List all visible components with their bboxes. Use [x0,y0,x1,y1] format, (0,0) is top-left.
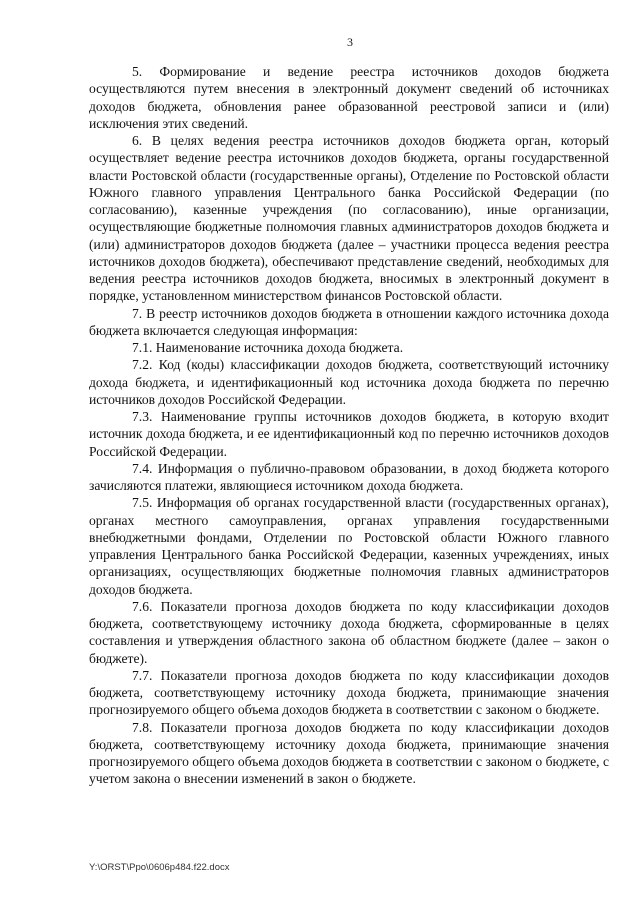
file-path-footer: Y:\ORST\Ppo\0606p484.f22.docx [89,862,230,873]
paragraph-7-5: 7.5. Информация об органах государственной власти (государственных органах), органах местного самоуправления, органах управления государственными внебюджетными фондами, Отделении по Ростовской области Южного главного управления Центрального банка Российской Федерации, казенных учреждениях, иных организациях, осуществляющих бюджетные полномочия главных администраторов доходов бюджета. [89,495,609,597]
paragraph-7: 7. В реестр источников доходов бюджета в отношении каждого источника дохода бюджета включается следующая информация: [89,305,609,338]
paragraph-7-8: 7.8. Показатели прогноза доходов бюджета по коду классификации доходов бюджета, соответствующему источнику дохода бюджета, принимающие значения прогнозируемого общего объема доходов бюджета в соответствии с законом о бюджете, с учетом закона о внесении изменений в закон о бюджете. [89,719,609,787]
paragraph-7-3: 7.3. Наименование группы источников доходов бюджета, в которую входит источник дохода бюджета, и ее идентификационный код по перечню источников доходов Российской Федерации. [89,409,609,459]
paragraph-5: 5. Формирование и ведение реестра источников доходов бюджета осуществляются путем внесения в электронный документ сведений об источниках доходов бюджета, обновления ранее образованной реестровой записи и (или) исключения этих сведений. [89,64,609,131]
paragraph-7-4: 7.4. Информация о публично-правовом образовании, в доход бюджета которого зачисляются платежи, являющиеся источником дохода бюджета. [89,460,609,493]
paragraph-6: 6. В целях ведения реестра источников доходов бюджета орган, который осуществляет ведение реестра источников доходов бюджета, органы государственной власти Ростовской области (государственные органы), Отделение по Ростовской области Южного главного управления Центрального банка Российской Федерации (по согласованию), казенные учреждения (по согласованию), иные организации, осуществляющие бюджетные полномочия главных администраторов доходов бюджета и (или) администраторов доходов бюджета (далее – участники процесса ведения реестра источников доходов бюджета), обеспечивают представление сведений, необходимых для ведения реестра источников доходов бюджета, вносимых в электронный документ в порядке, установленном министерством финансов Ростовской области. [89,133,609,304]
page-number: 3 [347,35,353,49]
paragraph-7-2: 7.2. Код (коды) классификации доходов бюджета, соответствующий источнику дохода бюджета, и идентификационный код источника дохода бюджета по перечню источников доходов Российской Федерации. [89,357,609,407]
paragraph-7-1: 7.1. Наименование источника дохода бюджета. [132,340,404,355]
paragraph-7-6: 7.6. Показатели прогноза доходов бюджета по коду классификации доходов бюджета, соответствующему источнику дохода бюджета, сформированные в целях составления и утверждения областного закона об областном бюджете (далее – закон о бюджете). [89,598,609,666]
paragraph-7-7: 7.7. Показатели прогноза доходов бюджета по коду классификации доходов бюджета, соответствующему источнику дохода бюджета, принимающие значения прогнозируемого общего объема доходов бюджета в соответствии с законом о бюджете. [89,667,609,718]
document-body [89,63,609,788]
